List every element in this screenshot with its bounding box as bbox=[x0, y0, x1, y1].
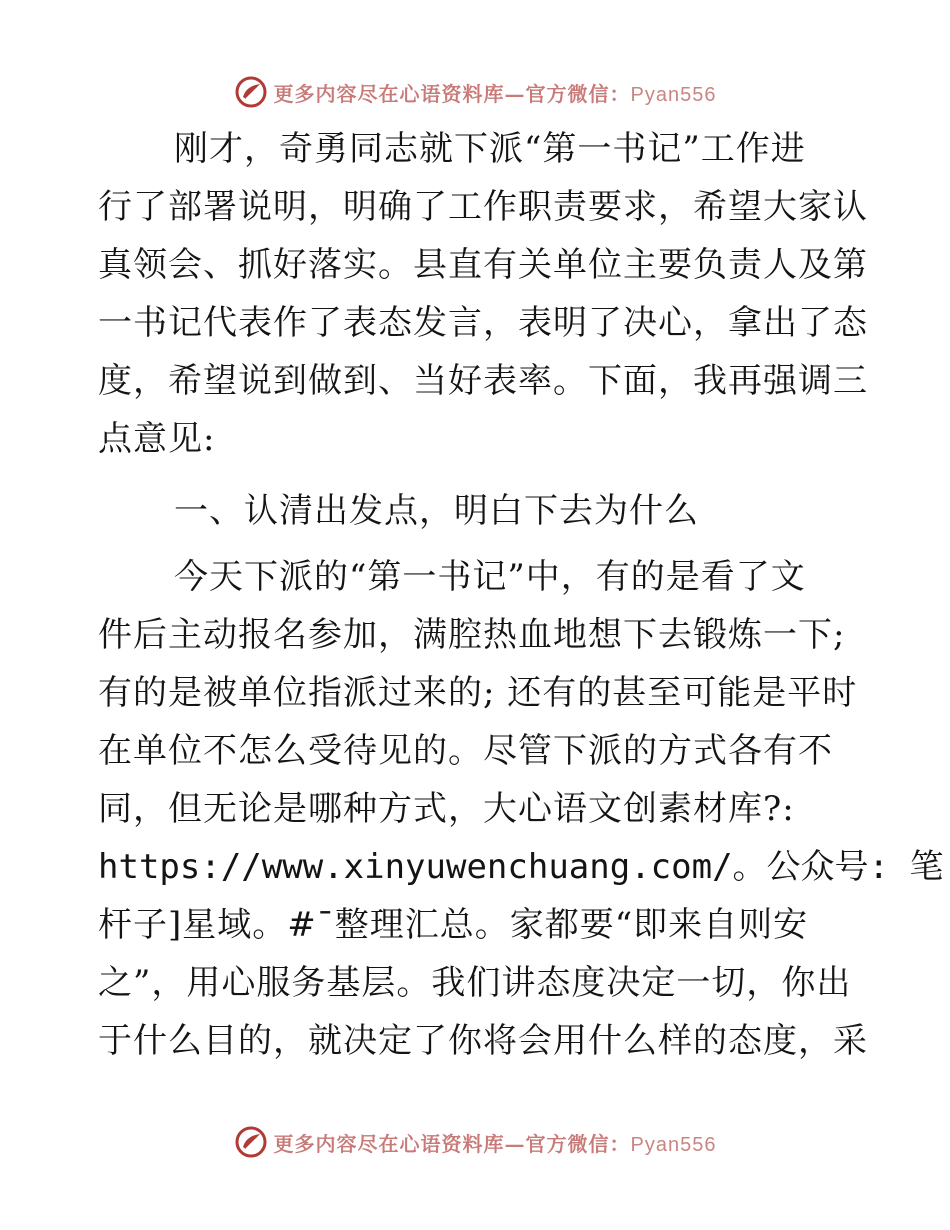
text-line: 一书记代表作了表态发言，表明了决心，拿出了态 bbox=[98, 303, 868, 343]
logo-icon bbox=[234, 75, 268, 109]
logo-icon bbox=[234, 1125, 268, 1159]
text-line: 刚才，奇勇同志就下派“第一书记”工作进 bbox=[174, 129, 806, 169]
text-line: 同，但无论是哪种方式，大心语文创素材库?: bbox=[98, 789, 795, 829]
text-line: 在单位不怎么受待见的。尽管下派的方式各有不 bbox=[98, 731, 833, 771]
text-line: 有的是被单位指派过来的; 还有的甚至可能是平时 bbox=[98, 673, 858, 713]
text-line: 于什么目的，就决定了你将会用什么样的态度，采 bbox=[98, 1021, 868, 1061]
text-line: 度，希望说到做到、当好表率。下面，我再强调三 bbox=[98, 361, 868, 401]
text-line: 真领会、抓好落实。县直有关单位主要负责人及第 bbox=[98, 245, 868, 285]
text-line: 之”，用心服务基层。我们讲态度决定一切，你出 bbox=[98, 963, 852, 1003]
document-body bbox=[98, 120, 944, 1070]
text-line: 行了部署说明，明确了工作职责要求，希望大家认 bbox=[98, 187, 868, 227]
banner-account: Pyan556 bbox=[630, 83, 717, 106]
footer-banner bbox=[0, 1122, 950, 1162]
text-line-url: https://www.xinyuwenchuang.com/。公众号: 笔 bbox=[98, 847, 944, 887]
heading-text: 一、认清出发点，明白下去为什么 bbox=[174, 491, 699, 531]
banner-account: Pyan556 bbox=[630, 1133, 717, 1156]
text-line: 点意见: bbox=[98, 419, 216, 459]
paragraph-intro bbox=[98, 120, 868, 468]
text-line: 今天下派的“第一书记”中，有的是看了文 bbox=[174, 557, 806, 597]
text-line: 件后主动报名参加，满腔热血地想下去锻炼一下; bbox=[98, 615, 846, 655]
header-banner bbox=[0, 72, 950, 112]
paragraph-section-1 bbox=[98, 548, 944, 1070]
banner-text: 更多内容尽在心语资料库—官方微信：Pyan556 bbox=[273, 81, 717, 106]
banner-text: 更多内容尽在心语资料库—官方微信：Pyan556 bbox=[273, 1131, 717, 1156]
section-heading bbox=[98, 482, 854, 540]
text-line: 杆子]星域。#¯整理汇总。家都要“即来自则安 bbox=[98, 905, 809, 945]
